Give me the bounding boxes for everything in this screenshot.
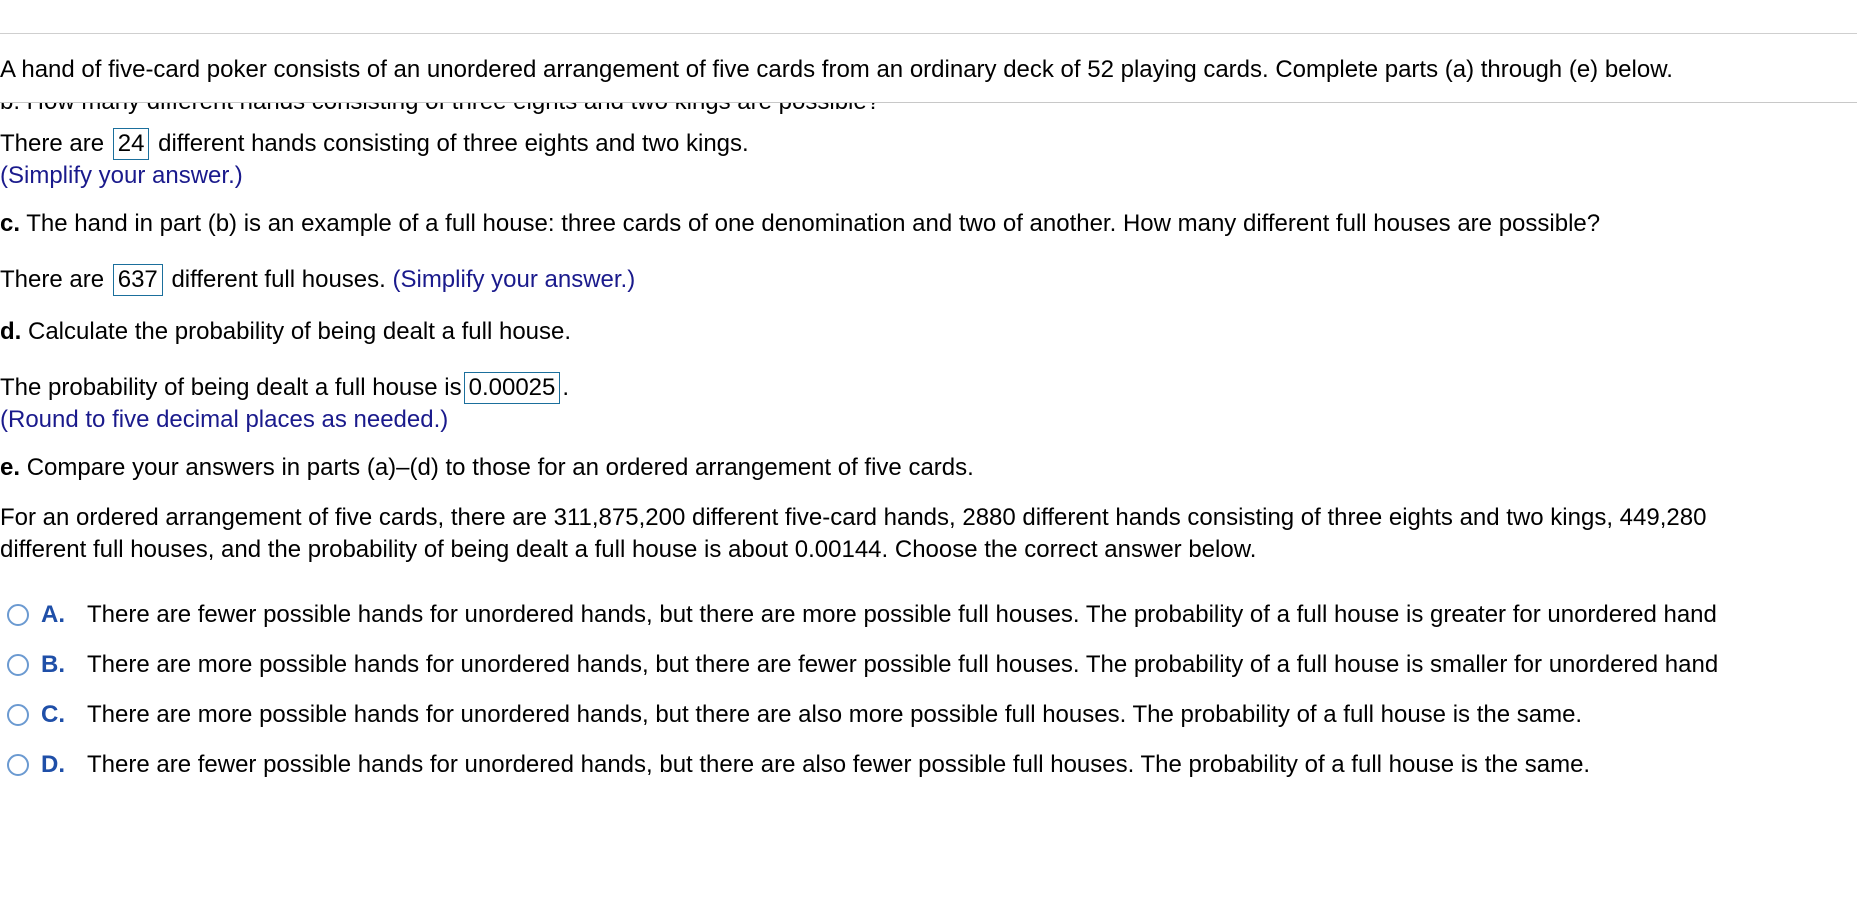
- part-d-answer-box[interactable]: 0.00025: [464, 372, 561, 404]
- part-d-letter: d.: [0, 318, 22, 345]
- option-c-letter: C.: [41, 701, 65, 728]
- option-d-text: There are fewer possible hands for unordered hands, but there are also fewer possible full houses. The probability of a full house is the same.: [87, 751, 1591, 778]
- option-c-text: There are more possible hands for unordered hands, but there are also more possible full houses. The probability of a full house is the same.: [87, 701, 1583, 728]
- option-d-letter: D.: [41, 751, 65, 778]
- part-e-info-line-1: For an ordered arrangement of five cards, there are 311,875,200 different five-card hands, 2880 different hands consisting of three eights and two kings, 449,280: [0, 504, 1707, 531]
- option-a-letter: A.: [41, 601, 65, 628]
- part-e-question: [0, 454, 974, 482]
- part-d-hint: (Round to five decimal places as needed.): [0, 406, 449, 433]
- part-b-hint: (Simplify your answer.): [0, 162, 243, 189]
- part-e-question-text: Compare your answers in parts (a)–(d) to those for an ordered arrangement of five cards.: [26, 454, 974, 481]
- part-d-question-text: Calculate the probability of being dealt a full house.: [28, 318, 572, 345]
- part-b-answer-line: [0, 128, 749, 160]
- option-b-text: There are more possible hands for unordered hands, but there are fewer possible full houses. The probability of a full house is smaller for unordered hand: [87, 651, 1719, 678]
- question-scroll-area[interactable]: [0, 102, 1857, 918]
- part-d-answer-suffix: .: [562, 374, 570, 401]
- problem-statement: A hand of five-card poker consists of an unordered arrangement of five cards from an ordinary deck of 52 playing cards. Complete parts (a) through (e) below.: [0, 56, 1673, 83]
- option-d[interactable]: [0, 748, 1590, 782]
- part-c-question: [0, 210, 1600, 238]
- part-c-hint: (Simplify your answer.): [392, 266, 636, 293]
- radio-button-d-icon[interactable]: [7, 754, 29, 776]
- top-divider: [0, 33, 1857, 34]
- part-b-answer-box[interactable]: 24: [113, 128, 150, 160]
- radio-button-c-icon[interactable]: [7, 704, 29, 726]
- radio-button-b-icon[interactable]: [7, 654, 29, 676]
- part-e-letter: e.: [0, 454, 21, 481]
- option-b[interactable]: [0, 648, 1718, 682]
- option-b-letter: B.: [41, 651, 65, 678]
- option-a-text: There are fewer possible hands for unordered hands, but there are more possible full houses. The probability of a full house is greater for unordered hand: [87, 601, 1717, 628]
- part-e-info-line-2: different full houses, and the probability of being dealt a full house is about 0.00144. Choose the correct answer below.: [0, 536, 1257, 563]
- part-d-question: [0, 318, 571, 346]
- part-b-answer-prefix: There are: [0, 130, 105, 157]
- part-c-letter: c.: [0, 210, 21, 237]
- option-c[interactable]: [0, 698, 1582, 732]
- part-d-answer-line: [0, 372, 569, 404]
- radio-button-a-icon[interactable]: [7, 604, 29, 626]
- problem-header: [0, 56, 1857, 103]
- part-c-answer-box[interactable]: 637: [113, 264, 163, 296]
- part-c-answer-line: [0, 264, 635, 296]
- part-c-answer-suffix: different full houses.: [171, 266, 386, 293]
- part-c-answer-prefix: There are: [0, 266, 105, 293]
- part-d-answer-prefix: The probability of being dealt a full house is: [0, 374, 462, 401]
- option-a[interactable]: [0, 598, 1717, 632]
- part-b-answer-suffix: different hands consisting of three eights and two kings.: [158, 130, 749, 157]
- part-c-question-text: The hand in part (b) is an example of a full house: three cards of one denomination and two of another. How many different full houses are possible?: [26, 210, 1601, 237]
